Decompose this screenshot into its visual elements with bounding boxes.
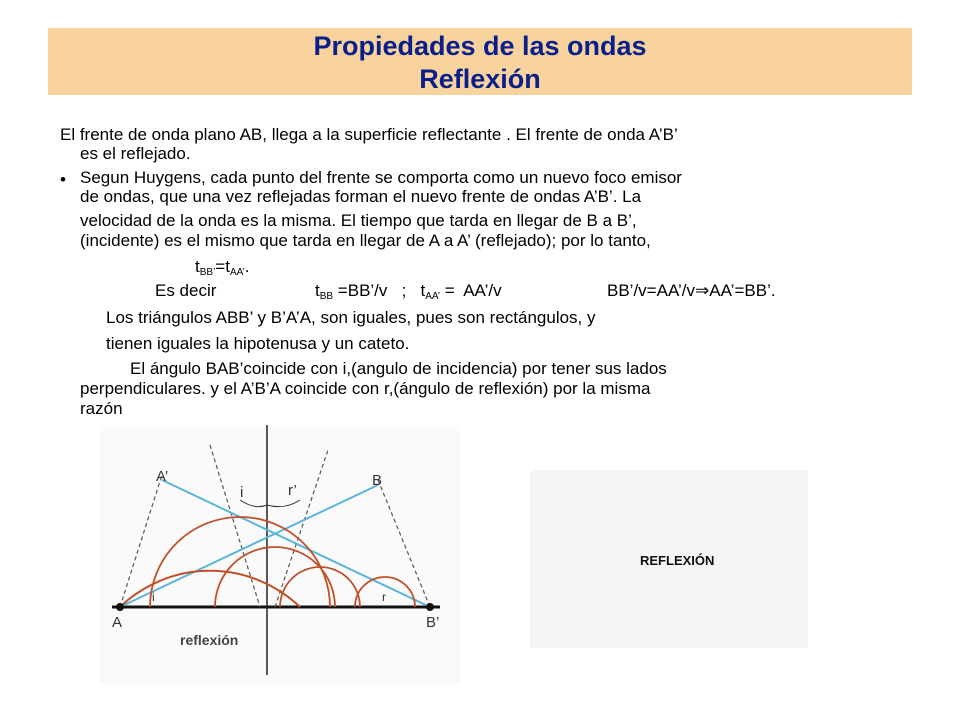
paragraph-3-line-1: Los triángulos ABB’ y B’A’A, son iguales, pues son rectángulos, y [106, 308, 596, 327]
label-a-prime: A’ [156, 468, 169, 485]
title-line-2: Reflexión [419, 64, 541, 94]
label-angle-r: r’ [288, 482, 297, 499]
equation-2-conclusion: BB’/v=AA’/v⇒AA’=BB’. [607, 281, 776, 300]
diagram-background [100, 425, 460, 685]
label-small-r: r [382, 590, 386, 604]
bullet-line-2: de ondas, que una vez reflejadas forman el nuevo frente de ondas A’B’. La [80, 187, 642, 206]
point-b-prime [426, 603, 434, 611]
equation-2 [155, 281, 216, 301]
equation-2-times: $t_{BB}$ =BB’/v ; $t_{AA’}$ = AA’/v [315, 281, 502, 302]
label-b-prime: B’ [426, 614, 440, 631]
label-b: B [372, 472, 383, 489]
bullet-line-4: (incidente) es el mismo que tarda en llegar de A a A’ (reflejado); por lo tanto, [80, 231, 651, 250]
equation-1: $t_{BB’}=t_{AA’}$. [195, 257, 250, 278]
diagram-caption: reflexión [180, 632, 239, 648]
bullet-line-1: Segun Huygens, cada punto del frente se comporta como un nuevo foco emisor [80, 168, 682, 187]
bullet-symbol: • [60, 170, 66, 189]
bullet-line-3: velocidad de la onda es la misma. El tiempo que tarda en llegar de B a B’, [80, 211, 637, 230]
label-a: A [112, 614, 123, 631]
es-decir: Es decir [155, 281, 217, 300]
point-a [116, 603, 124, 611]
title-line-1: Propiedades de las ondas [313, 31, 647, 61]
label-angle-i: i [240, 484, 244, 501]
paragraph-4-line-3: razón [80, 399, 123, 418]
paragraph-4-line-2: perpendiculares. y el A’B’A coincide con r,(ángulo de reflexión) por la misma [80, 379, 651, 398]
panel-label: REFLEXIÓN [640, 553, 715, 568]
paragraph-1-line-1: El frente de onda plano AB, llega a la superficie reflectante . El frente de onda A’B’ [60, 125, 678, 144]
paragraph-3-line-2: tienen iguales la hipotenusa y un cateto. [106, 334, 410, 353]
slide-title [48, 30, 912, 96]
label-small-i: i [152, 590, 155, 604]
paragraph-1-line-2: es el reflejado. [80, 144, 191, 163]
reflection-diagram [100, 425, 460, 685]
paragraph-4-line-1: El ángulo BAB’coincide con i,(angulo de incidencia) por tener sus lados [130, 359, 667, 378]
